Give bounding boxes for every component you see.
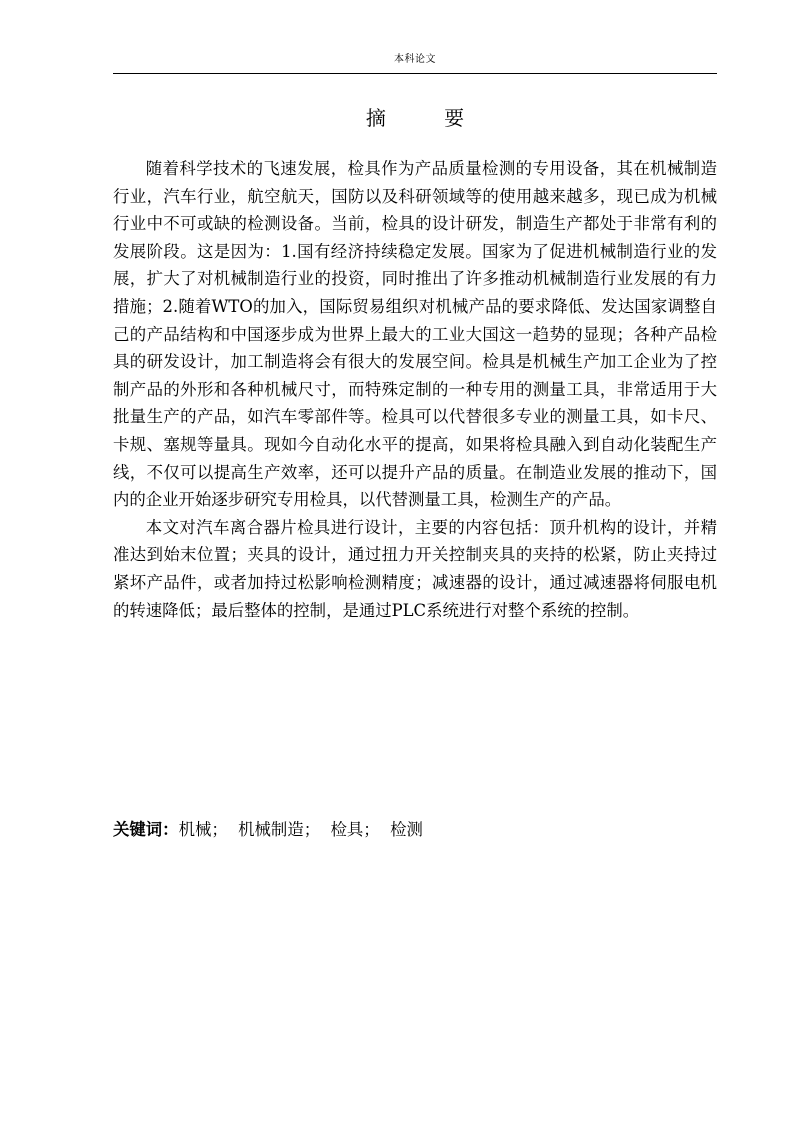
keywords-line: [113, 817, 717, 843]
abstract-title: 摘 要: [365, 106, 491, 130]
header-rule: [113, 73, 717, 74]
abstract-paragraph-2: 本文对汽车离合器片检具进行设计，主要的内容包括：顶升机构的设计，并精准达到始末位置；夹具的设计，通过扭力开关控制夹具的夹持的松紧，防止夹持过紧坏产品件，或者加持过松影响检测精度；减速器的设计，通过减速器将伺服电机的转速降低；最后整体的控制，是通过PLC系统进行对整个系统的控制。: [113, 517, 717, 620]
abstract-paragraph-1: 随着科学技术的飞速发展，检具作为产品质量检测的专用设备，其在机械制造行业，汽车行业，航空航天，国防以及科研领域等的使用越来越多，现已成为机械行业中不可或缺的检测设备。当前，检具的设计研发，制造生产都处于非常有利的发展阶段。这是因为：1.国有经济持续稳定发展。国家为了促进机械制造行业的发展，扩大了对机械制造行业的投资，同时推出了许多推动机械制造行业发展的有力措施；2.随着WTO的加入，国际贸易组织对机械产品的要求降低、发达国家调整自己的产品结构和中国逐步成为世界上最大的工业大国这一趋势的显现；各种产品检具的研发设计，加工制造将会有很大的发展空间。检具是机械生产加工企业为了控制产品的外形和各种机械尺寸，而特殊定制的一种专用的测量工具，非常适用于大批量生产的产品，如汽车零部件等。检具可以代替很多专业的测量工具，如卡尺、卡规、塞规等量具。现如今自动化水平的提高，如果将检具融入到自动化装配生产线，不仅可以提高生产效率，还可以提升产品的质量。在制造业发展的推动下，国内的企业开始逐步研究专用检具，以代替测量工具，检测生产的产品。: [113, 159, 717, 510]
keywords-list: 机械； 机械制造； 检具； 检测: [178, 820, 423, 839]
running-header: 本科论文: [394, 54, 436, 65]
abstract-body: [113, 155, 717, 624]
keywords-label: 关键词：: [113, 820, 179, 839]
